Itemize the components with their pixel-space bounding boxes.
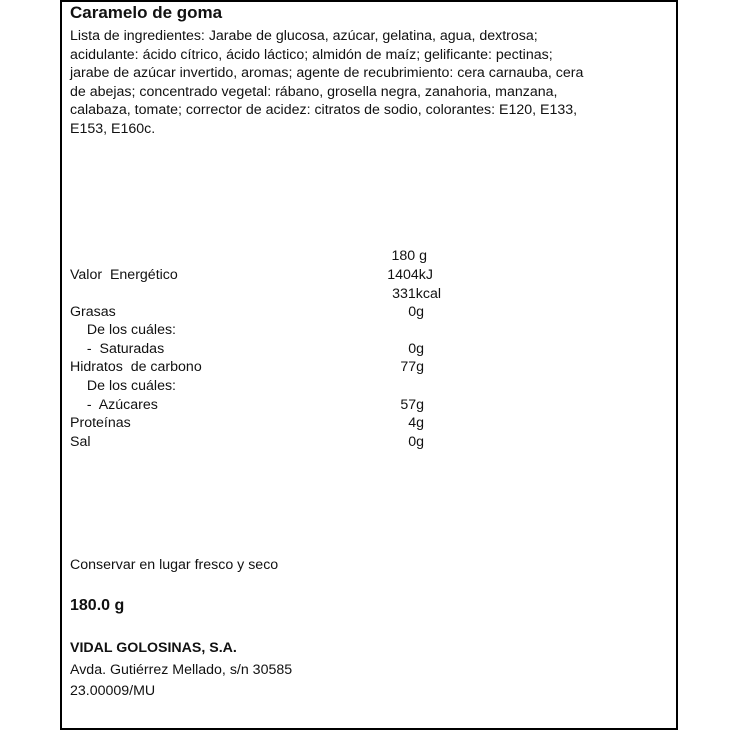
manufacturer-address: Avda. Gutiérrez Mellado, s/n 30585: [70, 662, 293, 678]
nutrition-header-value: 180 g: [391, 248, 427, 264]
ingredients-line: calabaza, tomate; corrector de acidez: citratos de sodio, colorantes: E120, E133,: [70, 102, 578, 119]
nutrition-label: Grasas: [70, 304, 116, 320]
nutrition-value: 0g: [408, 341, 424, 357]
storage-instructions: Conservar en lugar fresco y seco: [70, 557, 279, 573]
nutrition-label: De los cuáles:: [79, 378, 176, 394]
registry-number: 23.00009/MU: [70, 683, 156, 699]
manufacturer-name: VIDAL GOLOSINAS, S.A.: [70, 640, 237, 656]
nutrition-label: Valor Energético: [70, 267, 178, 283]
nutrition-value: 4g: [408, 415, 424, 431]
nutrition-label: Hidratos de carbono: [70, 359, 202, 375]
nutrition-label: - Azúcares: [79, 397, 158, 413]
ingredients-line: de abejas; concentrado vegetal: rábano, grosella negra, zanahoria, manzana,: [70, 83, 558, 100]
nutrition-value: 77g: [400, 359, 424, 375]
nutrition-value: 331kcal: [392, 286, 441, 302]
ingredients-line: acidulante: ácido cítrico, ácido láctico; almidón de maíz; gelificante: pectinas;: [70, 46, 553, 63]
nutrition-value: 0g: [408, 304, 424, 320]
ingredients-line: Lista de ingredientes: Jarabe de glucosa, azúcar, gelatina, agua, dextrosa;: [70, 28, 538, 44]
nutrition-label: Proteínas: [70, 415, 131, 431]
ingredients-line: E153, E160c.: [70, 120, 156, 137]
product-title: Caramelo de goma: [70, 3, 223, 22]
ingredients-list: [70, 27, 660, 139]
ingredients-line: jarabe de azúcar invertido, aromas; agente de recubrimiento: cera carnauba, cera: [70, 65, 584, 82]
nutrition-value: 1404kJ: [387, 267, 433, 283]
nutrition-label: De los cuáles:: [79, 322, 176, 338]
nutrition-label: Sal: [70, 434, 91, 450]
nutrition-value: 0g: [408, 434, 424, 450]
nutrition-label: - Saturadas: [79, 341, 165, 357]
net-weight: 180.0 g: [70, 597, 125, 614]
nutrition-value: 57g: [400, 397, 424, 413]
